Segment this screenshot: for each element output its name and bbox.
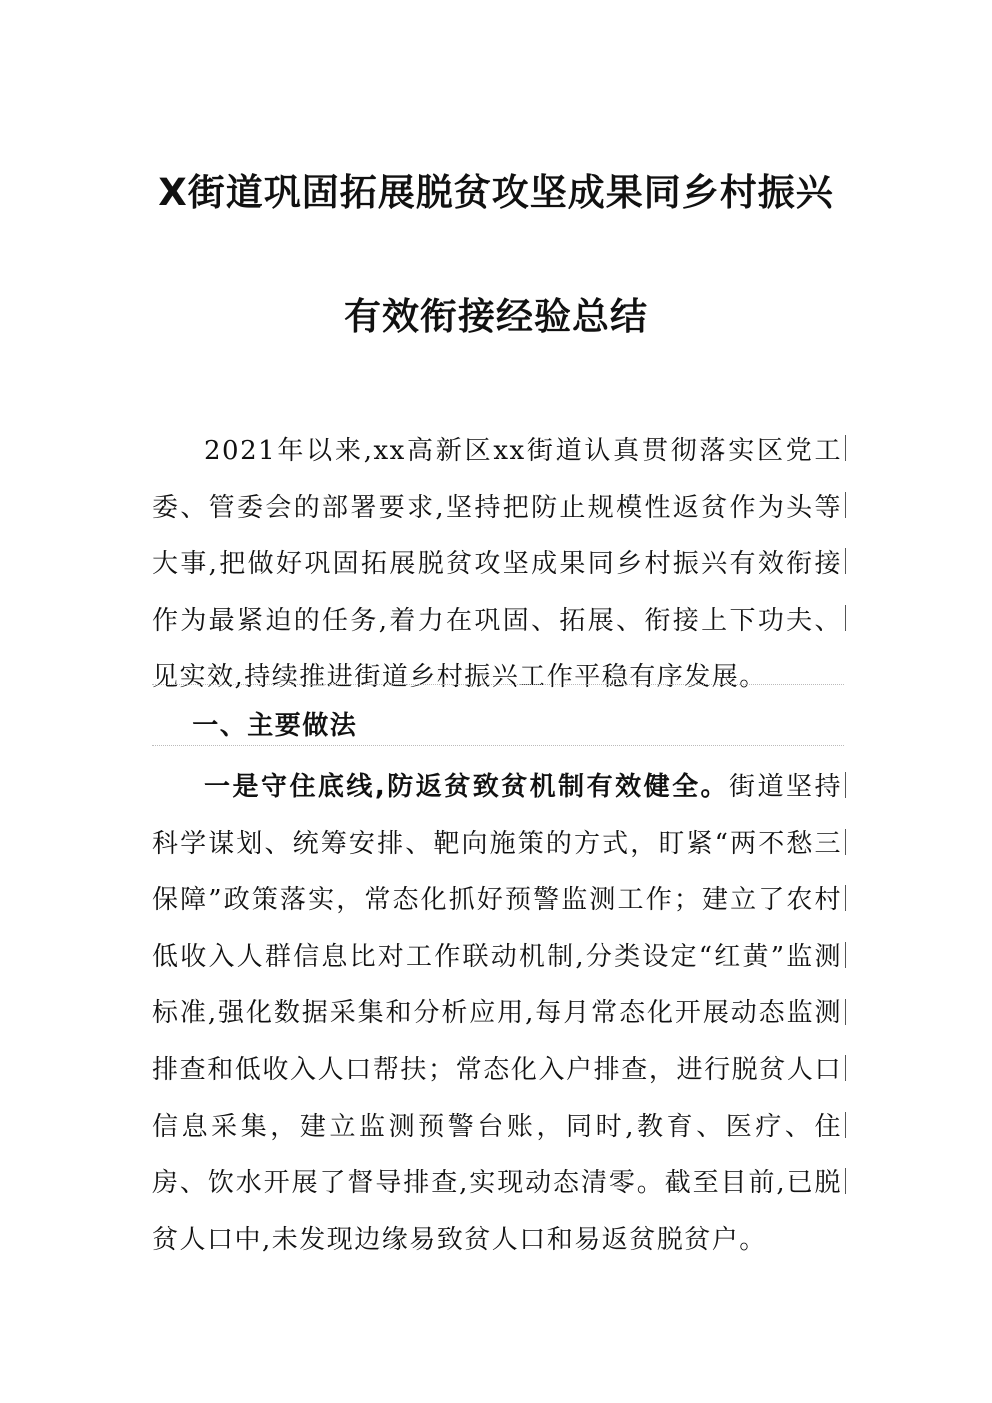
point-1-lead: 一是守住底线,防返贫致贫机制有效健全。 [204, 772, 730, 802]
margin-mark [845, 885, 846, 911]
margin-mark [845, 1055, 846, 1081]
margin-mark [845, 1112, 846, 1138]
margin-mark [845, 999, 846, 1025]
margin-mark [845, 435, 846, 461]
margin-mark [845, 492, 846, 518]
margin-mark [845, 548, 846, 574]
margin-mark [845, 942, 846, 968]
intro-paragraph: 2021年以来,xx高新区xx街道认真贯彻落实区党工委、管委会的部署要求,坚持把防止规模性返贫作为头等大事,把做好巩固拓展脱贫攻坚成果同乡村振兴有效衔接作为最紧迫的任务,着力在巩固、拓展、衔接上下功夫、见实效,持续推进街道乡村振兴工作平稳有序发展。 [152, 436, 842, 693]
margin-mark [845, 1168, 846, 1194]
margin-mark [845, 605, 846, 631]
margin-mark [845, 772, 846, 798]
paragraph-divider [152, 745, 844, 746]
document-title-line-1: X街道巩固拓展脱贫攻坚成果同乡村振兴 [158, 171, 834, 214]
paragraph-divider [152, 684, 844, 685]
section-heading: 一、主要做法 [192, 711, 358, 741]
point-1-body: 街道坚持科学谋划、统筹安排、靶向施策的方式，盯紧“两不愁三保障”政策落实，常态化抓好预警监测工作；建立了农村低收入人群信息比对工作联动机制,分类设定“红黄”监测标准,强化数据采集和分析应用,每月常态化开展动态监测排查和低收入人口帮扶；常态化入户排查，进行脱贫人口信息采集，建立监测预警台账，同时,教育、医疗、住房、饮水开展了督导排查,实现动态清零。截至目前,已脱贫人口中,未发现边缘易致贫人口和易返贫脱贫户。 [152, 772, 842, 1255]
document-title-line-2: 有效衔接经验总结 [344, 295, 648, 338]
margin-mark [845, 829, 846, 855]
point-1-paragraph [152, 759, 842, 1268]
